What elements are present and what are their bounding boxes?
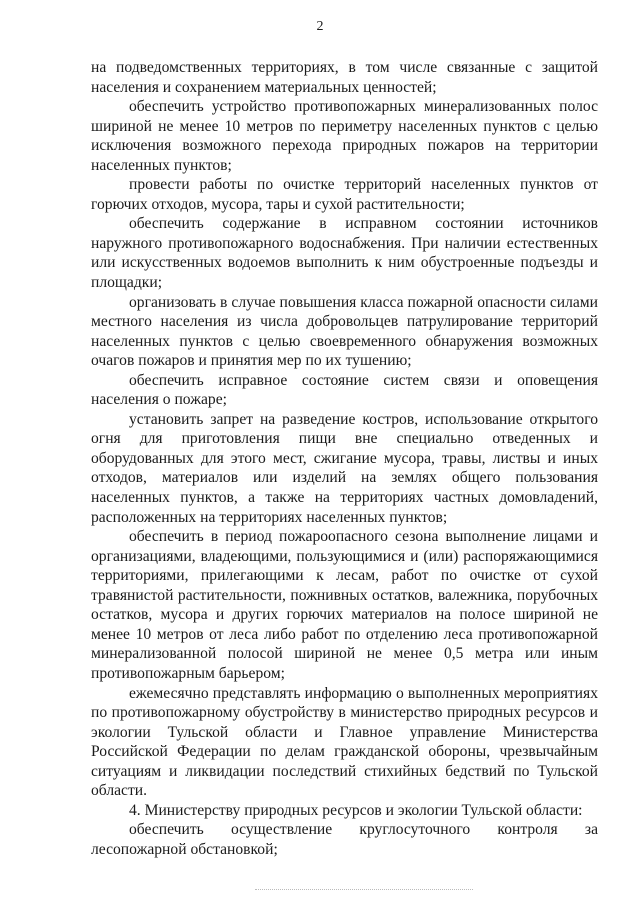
paragraph: обеспечить осуществление круглосуточного контроля за лесопожарной обстановкой; bbox=[91, 821, 598, 858]
paragraph: обеспечить в период пожароопасного сезона выполнение лицами и организациями, владеющими, пользующимися и (или) распоряжающимися территориями, прилегающими к лесам, работ по очистке от сухой травянистой растительности, пожнивных остатков, валежника, порубочных остатков, мусора и других горючих материалов на полосе шириной не менее 10 метров от леса либо работ по отделению леса противопожарной минерализованной полосой шириной не менее 0,5 метра или иным противопожарным барьером; bbox=[91, 528, 598, 682]
footer-divider bbox=[255, 889, 473, 890]
paragraph: ежемесячно представлять информацию о выполненных мероприятиях по противопожарному обустройству в министерство природных ресурсов и экологии Тульской области и Главное управление Министерства Российской Федерации по делам гражданской обороны, чрезвычайным ситуациям и ликвидации последствий стихийных бедствий по Тульской области. bbox=[91, 684, 598, 800]
paragraph: обеспечить устройство противопожарных минерализованных полос шириной не менее 10 метров по периметру населенных пунктов с целью исключения возможного перехода природных пожаров на территории населенных пунктов; bbox=[91, 98, 598, 174]
section-heading: 4. Министерству природных ресурсов и экологии Тульской области: bbox=[129, 801, 583, 819]
paragraph: на подведомственных территориях, в том числе связанные с защитой населения и сохранением материальных ценностей; bbox=[91, 59, 598, 96]
paragraph: обеспечить содержание в исправном состоянии источников наружного противопожарного водоснабжения. При наличии естественных или искусственных водоемов выполнить к ним обустроенные подъезды и площадки; bbox=[91, 215, 598, 292]
paragraph: обеспечить исправное состояние систем связи и оповещения населения о пожаре; bbox=[91, 371, 598, 409]
paragraph: организовать в случае повышения класса пожарной опасности силами местного населения из числа добровольцев патрулирование территорий населенных пунктов с целью своевременного обнаружения возможных очагов пожаров и принятия мер по их тушению; bbox=[91, 293, 598, 370]
paragraph: установить запрет на разведение костров, использование открытого огня для приготовления пищи вне специально отведенных и оборудованных для этого мест, сжигание мусора, травы, листвы и иных отходов, материалов или изделий на землях общего пользования населенных пунктов, а также на территориях частных домовладений, расположенных на территориях населенных пунктов; bbox=[91, 410, 598, 526]
page-number: 2 bbox=[316, 19, 324, 34]
document-body bbox=[91, 58, 598, 859]
paragraph: провести работы по очистке территорий населенных пунктов от горючих отходов, мусора, тары и сухой растительности; bbox=[91, 176, 598, 213]
